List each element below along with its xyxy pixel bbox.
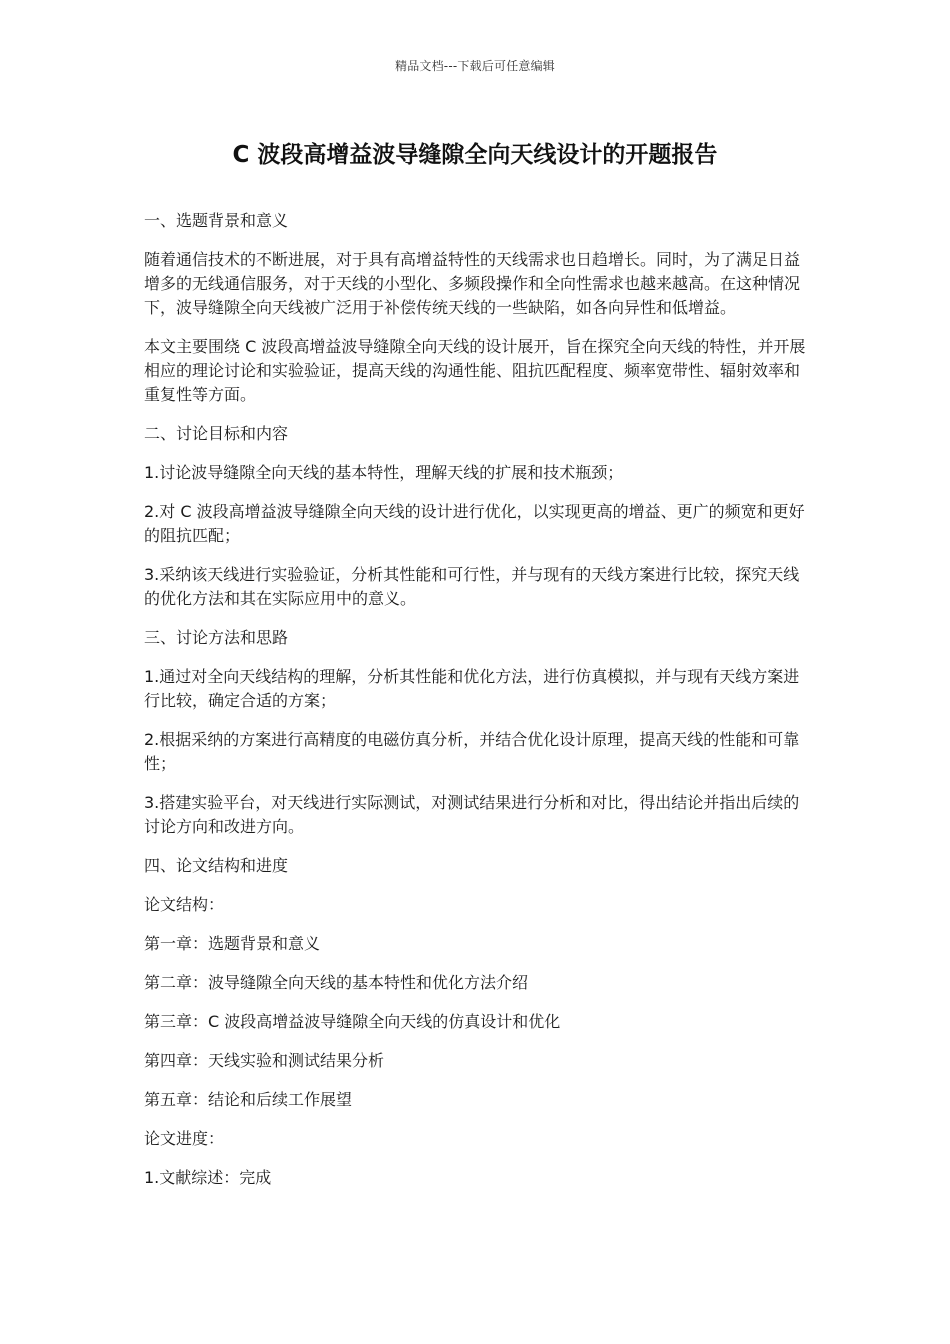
document-title: C 波段高增益波导缝隙全向天线设计的开题报告 (232, 142, 718, 168)
chapter-item-3: 第三章：C 波段高增益波导缝隙全向天线的仿真设计和优化 (144, 1012, 561, 1031)
method-item-2: 2.根据采纳的方案进行高精度的电磁仿真分析，并结合优化设计原理，提高天线的性能和可靠性； (144, 730, 800, 773)
method-item-1: 1.通过对全向天线结构的理解，分析其性能和优化方法，进行仿真模拟，并与现有天线方案进行比较，确定合适的方案； (144, 667, 800, 710)
objective-item-2: 2.对 C 波段高增益波导缝隙全向天线的设计进行优化，以实现更高的增益、更广的频宽和更好的阻抗匹配； (144, 502, 805, 545)
section-heading-methods: 三、讨论方法和思路 (144, 628, 289, 647)
section-heading-structure: 四、论文结构和进度 (144, 856, 289, 875)
progress-item-1: 1.文献综述：完成 (144, 1168, 272, 1187)
chapter-item-5: 第五章：结论和后续工作展望 (144, 1090, 353, 1109)
structure-label: 论文结构： (144, 895, 225, 914)
objective-item-1: 1.讨论波导缝隙全向天线的基本特性，理解天线的扩展和技术瓶颈； (144, 463, 624, 482)
chapter-item-4: 第四章：天线实验和测试结果分析 (144, 1051, 385, 1070)
chapter-item-1: 第一章：选题背景和意义 (144, 934, 321, 953)
section-heading-background: 一、选题背景和意义 (144, 211, 289, 230)
paragraph-scope: 本文主要围绕 C 波段高增益波导缝隙全向天线的设计展开，旨在探究全向天线的特性，并开展相应的理论讨论和实验验证，提高天线的沟通性能、阻抗匹配程度、频率宽带性、辐射效率和重复性等方面。 (144, 337, 806, 404)
objective-item-3: 3.采纳该天线进行实验验证，分析其性能和可行性，并与现有的天线方案进行比较，探究天线的优化方法和其在实际应用中的意义。 (144, 565, 800, 608)
document-body (144, 209, 806, 1205)
header-note: 精品文档---下载后可任意编辑 (395, 59, 555, 73)
chapter-item-2: 第二章：波导缝隙全向天线的基本特性和优化方法介绍 (144, 973, 529, 992)
progress-label: 论文进度： (144, 1129, 225, 1148)
method-item-3: 3.搭建实验平台，对天线进行实际测试，对测试结果进行分析和对比，得出结论并指出后续的讨论方向和改进方向。 (144, 793, 800, 836)
section-heading-objectives: 二、讨论目标和内容 (144, 424, 289, 443)
paragraph-background: 随着通信技术的不断进展，对于具有高增益特性的天线需求也日趋增长。同时，为了满足日益增多的无线通信服务，对于天线的小型化、多频段操作和全向性需求也越来越高。在这种情况下，波导缝隙全向天线被广泛用于补偿传统天线的一些缺陷，如各向异性和低增益。 (144, 250, 801, 317)
